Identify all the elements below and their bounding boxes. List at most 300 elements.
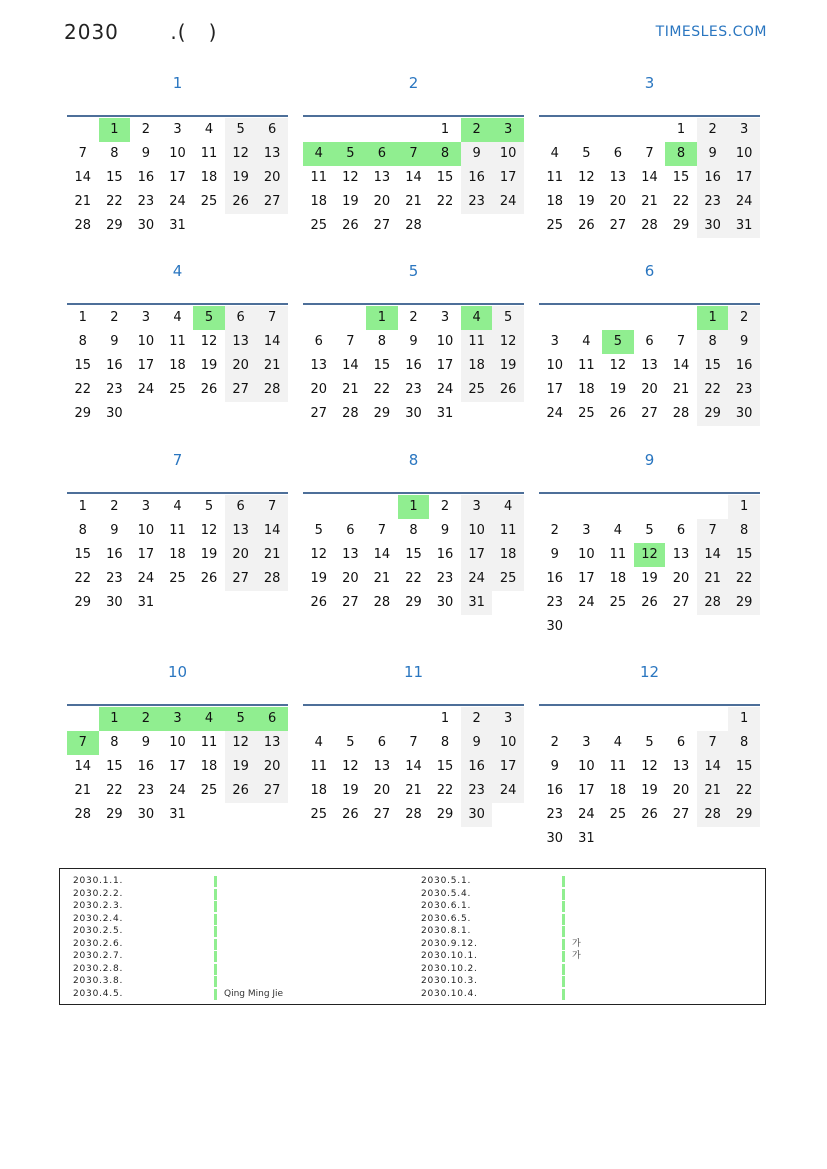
day-cell[interactable]: 15 xyxy=(436,170,454,185)
day-cell[interactable]: 16 xyxy=(106,547,123,562)
day-cell[interactable]: 14 xyxy=(672,358,690,373)
day-cell[interactable]: 4 xyxy=(613,523,623,538)
day-cell[interactable]: 11 xyxy=(492,519,524,543)
day-cell[interactable]: 6 xyxy=(314,334,323,349)
day-cell[interactable]: 3 xyxy=(582,735,591,750)
day-cell[interactable]: 3 xyxy=(582,523,591,538)
day-cell[interactable]: 23 xyxy=(106,571,123,586)
day-cell[interactable]: 31 xyxy=(169,218,186,233)
day-cell[interactable]: 1 xyxy=(78,310,87,325)
day-cell[interactable]: 23 xyxy=(728,378,760,402)
day-cell[interactable]: 23 xyxy=(106,382,123,397)
day-cell[interactable]: 28 xyxy=(405,218,422,233)
day-cell[interactable]: 13 xyxy=(641,358,658,373)
day-cell[interactable]: 8 xyxy=(697,330,729,354)
day-cell[interactable]: 20 xyxy=(373,783,391,798)
day-cell[interactable]: 7 xyxy=(697,519,729,543)
day-cell[interactable]: 20 xyxy=(225,354,257,378)
day-cell[interactable]: 11 xyxy=(200,146,218,161)
day-cell[interactable]: 27 xyxy=(609,218,627,233)
day-cell[interactable]: 8 xyxy=(728,519,760,543)
day-cell[interactable]: 3 xyxy=(728,118,760,142)
day-cell[interactable]: 21 xyxy=(74,194,92,209)
day-cell[interactable]: 17 xyxy=(546,382,564,397)
day-cell[interactable]: 7 xyxy=(256,495,288,519)
day-cell[interactable]: 13 xyxy=(373,759,391,774)
day-cell[interactable]: 8 xyxy=(429,142,461,166)
day-cell[interactable]: 22 xyxy=(106,783,123,798)
day-cell[interactable]: 30 xyxy=(697,214,729,238)
day-cell[interactable]: 27 xyxy=(310,406,328,421)
day-cell[interactable]: 4 xyxy=(204,122,214,137)
day-cell[interactable]: 26 xyxy=(342,807,359,822)
day-cell[interactable]: 18 xyxy=(492,543,524,567)
day-cell[interactable]: 31 xyxy=(169,807,186,822)
day-cell[interactable]: 17 xyxy=(492,166,524,190)
day-cell[interactable]: 26 xyxy=(609,406,627,421)
day-cell[interactable]: 29 xyxy=(74,595,92,610)
day-cell[interactable]: 15 xyxy=(373,358,391,373)
day-cell[interactable]: 10 xyxy=(169,146,186,161)
day-cell[interactable]: 5 xyxy=(602,330,634,354)
day-cell[interactable]: 14 xyxy=(405,759,422,774)
day-cell[interactable]: 7 xyxy=(346,334,355,349)
day-cell[interactable]: 5 xyxy=(204,499,214,514)
day-cell[interactable]: 10 xyxy=(169,735,186,750)
day-cell[interactable]: 22 xyxy=(106,194,123,209)
day-cell[interactable]: 15 xyxy=(697,354,729,378)
day-cell[interactable]: 30 xyxy=(436,595,454,610)
day-cell[interactable]: 5 xyxy=(225,707,257,731)
day-cell[interactable]: 4 xyxy=(613,735,623,750)
day-cell[interactable]: 21 xyxy=(697,567,729,591)
site-logo[interactable]: TIMESLES.COM xyxy=(655,24,767,40)
day-cell[interactable]: 18 xyxy=(310,194,328,209)
day-cell[interactable]: 20 xyxy=(310,382,328,397)
day-cell[interactable]: 27 xyxy=(256,779,288,803)
day-cell[interactable]: 21 xyxy=(373,571,391,586)
day-cell[interactable]: 21 xyxy=(342,382,359,397)
day-cell[interactable]: 24 xyxy=(492,190,524,214)
day-cell[interactable]: 13 xyxy=(672,759,690,774)
day-cell[interactable]: 9 xyxy=(461,731,493,755)
day-cell[interactable]: 13 xyxy=(225,519,257,543)
day-cell[interactable]: 11 xyxy=(461,330,493,354)
day-cell[interactable]: 12 xyxy=(634,543,666,567)
day-cell[interactable]: 9 xyxy=(697,142,729,166)
day-cell[interactable]: 6 xyxy=(256,118,288,142)
day-cell[interactable]: 24 xyxy=(578,595,595,610)
day-cell[interactable]: 20 xyxy=(342,571,359,586)
day-cell[interactable]: 8 xyxy=(665,142,697,166)
day-cell[interactable]: 18 xyxy=(200,759,218,774)
day-cell[interactable]: 26 xyxy=(492,378,524,402)
day-cell[interactable]: 20 xyxy=(256,166,288,190)
day-cell[interactable]: 10 xyxy=(578,759,595,774)
day-cell[interactable]: 27 xyxy=(342,595,359,610)
day-cell[interactable]: 22 xyxy=(697,378,729,402)
day-cell[interactable]: 27 xyxy=(225,378,257,402)
day-cell[interactable]: 23 xyxy=(546,595,564,610)
day-cell[interactable]: 27 xyxy=(373,807,391,822)
day-cell[interactable]: 26 xyxy=(578,218,595,233)
day-cell[interactable]: 9 xyxy=(141,735,151,750)
day-cell[interactable]: 11 xyxy=(578,358,595,373)
day-cell[interactable]: 5 xyxy=(492,306,524,330)
day-cell[interactable]: 27 xyxy=(225,567,257,591)
day-cell[interactable]: 31 xyxy=(461,591,493,615)
day-cell[interactable]: 12 xyxy=(225,731,257,755)
day-cell[interactable]: 27 xyxy=(672,595,690,610)
day-cell[interactable]: 28 xyxy=(256,378,288,402)
day-cell[interactable]: 23 xyxy=(137,783,155,798)
day-cell[interactable]: 12 xyxy=(342,170,359,185)
day-cell[interactable]: 23 xyxy=(137,194,155,209)
day-cell[interactable]: 27 xyxy=(641,406,658,421)
day-cell[interactable]: 8 xyxy=(728,731,760,755)
day-cell[interactable]: 25 xyxy=(546,218,564,233)
day-cell[interactable]: 13 xyxy=(342,547,359,562)
day-cell[interactable]: 11 xyxy=(200,735,218,750)
day-cell[interactable]: 12 xyxy=(200,334,218,349)
day-cell[interactable]: 2 xyxy=(110,499,119,514)
day-cell[interactable]: 25 xyxy=(200,194,218,209)
day-cell[interactable]: 15 xyxy=(728,543,760,567)
day-cell[interactable]: 4 xyxy=(193,707,225,731)
day-cell[interactable]: 15 xyxy=(405,547,422,562)
day-cell[interactable]: 15 xyxy=(436,759,454,774)
day-cell[interactable]: 2 xyxy=(550,523,559,538)
day-cell[interactable]: 3 xyxy=(162,707,194,731)
day-cell[interactable]: 4 xyxy=(461,306,493,330)
day-cell[interactable]: 22 xyxy=(728,567,760,591)
day-cell[interactable]: 26 xyxy=(310,595,328,610)
day-cell[interactable]: 1 xyxy=(676,122,686,137)
day-cell[interactable]: 22 xyxy=(373,382,391,397)
day-cell[interactable]: 7 xyxy=(377,523,387,538)
day-cell[interactable]: 22 xyxy=(74,382,92,397)
day-cell[interactable]: 17 xyxy=(728,166,760,190)
day-cell[interactable]: 2 xyxy=(130,707,162,731)
day-cell[interactable]: 15 xyxy=(672,170,690,185)
day-cell[interactable]: 7 xyxy=(256,306,288,330)
day-cell[interactable]: 29 xyxy=(373,406,391,421)
day-cell[interactable]: 10 xyxy=(546,358,564,373)
day-cell[interactable]: 7 xyxy=(67,731,99,755)
day-cell[interactable]: 17 xyxy=(137,547,155,562)
day-cell[interactable]: 17 xyxy=(461,543,493,567)
day-cell[interactable]: 30 xyxy=(546,831,564,846)
day-cell[interactable]: 31 xyxy=(578,831,595,846)
day-cell[interactable]: 17 xyxy=(169,759,186,774)
day-cell[interactable]: 6 xyxy=(377,735,387,750)
day-cell[interactable]: 1 xyxy=(78,499,87,514)
day-cell[interactable]: 24 xyxy=(578,807,595,822)
day-cell[interactable]: 10 xyxy=(137,334,155,349)
day-cell[interactable]: 26 xyxy=(342,218,359,233)
day-cell[interactable]: 30 xyxy=(106,595,123,610)
day-cell[interactable]: 20 xyxy=(256,755,288,779)
day-cell[interactable]: 6 xyxy=(645,334,654,349)
day-cell[interactable]: 2 xyxy=(550,735,559,750)
day-cell[interactable]: 28 xyxy=(697,591,729,615)
day-cell[interactable]: 10 xyxy=(578,547,595,562)
day-cell[interactable]: 19 xyxy=(225,755,257,779)
day-cell[interactable]: 8 xyxy=(440,735,450,750)
day-cell[interactable]: 24 xyxy=(728,190,760,214)
day-cell[interactable]: 12 xyxy=(342,759,359,774)
day-cell[interactable]: 24 xyxy=(137,571,155,586)
day-cell[interactable]: 3 xyxy=(550,334,559,349)
day-cell[interactable]: 24 xyxy=(492,779,524,803)
day-cell[interactable]: 16 xyxy=(137,170,155,185)
day-cell[interactable]: 31 xyxy=(728,214,760,238)
day-cell[interactable]: 14 xyxy=(256,330,288,354)
day-cell[interactable]: 3 xyxy=(440,310,450,325)
day-cell[interactable]: 24 xyxy=(546,406,564,421)
day-cell[interactable]: 1 xyxy=(366,306,398,330)
day-cell[interactable]: 30 xyxy=(546,619,564,634)
day-cell[interactable]: 28 xyxy=(74,218,92,233)
day-cell[interactable]: 16 xyxy=(436,547,454,562)
day-cell[interactable]: 1 xyxy=(728,707,760,731)
day-cell[interactable]: 29 xyxy=(672,218,690,233)
day-cell[interactable]: 25 xyxy=(200,783,218,798)
day-cell[interactable]: 26 xyxy=(200,382,218,397)
day-cell[interactable]: 12 xyxy=(492,330,524,354)
day-cell[interactable]: 28 xyxy=(697,803,729,827)
day-cell[interactable]: 25 xyxy=(578,406,595,421)
day-cell[interactable]: 20 xyxy=(672,571,690,586)
day-cell[interactable]: 13 xyxy=(225,330,257,354)
day-cell[interactable]: 9 xyxy=(550,547,559,562)
day-cell[interactable]: 9 xyxy=(550,759,559,774)
day-cell[interactable]: 28 xyxy=(405,807,422,822)
day-cell[interactable]: 10 xyxy=(492,731,524,755)
day-cell[interactable]: 19 xyxy=(342,194,359,209)
day-cell[interactable]: 19 xyxy=(609,382,627,397)
day-cell[interactable]: 29 xyxy=(436,807,454,822)
day-cell[interactable]: 18 xyxy=(169,358,186,373)
day-cell[interactable]: 1 xyxy=(697,306,729,330)
day-cell[interactable]: 18 xyxy=(546,194,564,209)
day-cell[interactable]: 1 xyxy=(398,495,430,519)
day-cell[interactable]: 19 xyxy=(492,354,524,378)
day-cell[interactable]: 12 xyxy=(641,759,658,774)
day-cell[interactable]: 1 xyxy=(99,707,131,731)
day-cell[interactable]: 20 xyxy=(373,194,391,209)
day-cell[interactable]: 7 xyxy=(645,146,654,161)
day-cell[interactable]: 8 xyxy=(78,334,87,349)
day-cell[interactable]: 29 xyxy=(405,595,422,610)
day-cell[interactable]: 18 xyxy=(310,783,328,798)
day-cell[interactable]: 6 xyxy=(366,142,398,166)
day-cell[interactable]: 4 xyxy=(173,499,182,514)
day-cell[interactable]: 16 xyxy=(546,783,564,798)
day-cell[interactable]: 10 xyxy=(436,334,454,349)
day-cell[interactable]: 15 xyxy=(728,755,760,779)
day-cell[interactable]: 15 xyxy=(74,358,92,373)
day-cell[interactable]: 17 xyxy=(578,571,595,586)
day-cell[interactable]: 11 xyxy=(546,170,564,185)
day-cell[interactable]: 11 xyxy=(609,759,627,774)
day-cell[interactable]: 19 xyxy=(641,571,658,586)
day-cell[interactable]: 19 xyxy=(310,571,328,586)
day-cell[interactable]: 10 xyxy=(137,523,155,538)
day-cell[interactable]: 9 xyxy=(461,142,493,166)
day-cell[interactable]: 28 xyxy=(74,807,92,822)
day-cell[interactable]: 20 xyxy=(672,783,690,798)
day-cell[interactable]: 17 xyxy=(436,358,454,373)
day-cell[interactable]: 9 xyxy=(110,334,119,349)
day-cell[interactable]: 11 xyxy=(310,170,328,185)
day-cell[interactable]: 4 xyxy=(303,142,335,166)
day-cell[interactable]: 16 xyxy=(405,358,422,373)
day-cell[interactable]: 5 xyxy=(314,523,323,538)
day-cell[interactable]: 13 xyxy=(373,170,391,185)
day-cell[interactable]: 30 xyxy=(405,406,422,421)
day-cell[interactable]: 7 xyxy=(78,146,87,161)
day-cell[interactable]: 3 xyxy=(461,495,493,519)
day-cell[interactable]: 30 xyxy=(137,807,155,822)
day-cell[interactable]: 6 xyxy=(225,306,257,330)
day-cell[interactable]: 23 xyxy=(461,779,493,803)
day-cell[interactable]: 9 xyxy=(110,523,119,538)
day-cell[interactable]: 9 xyxy=(440,523,450,538)
day-cell[interactable]: 12 xyxy=(225,142,257,166)
day-cell[interactable]: 15 xyxy=(106,759,123,774)
day-cell[interactable]: 20 xyxy=(225,543,257,567)
day-cell[interactable]: 8 xyxy=(377,334,387,349)
day-cell[interactable]: 14 xyxy=(697,543,729,567)
day-cell[interactable]: 14 xyxy=(697,755,729,779)
day-cell[interactable]: 9 xyxy=(728,330,760,354)
day-cell[interactable]: 18 xyxy=(169,547,186,562)
day-cell[interactable]: 13 xyxy=(672,547,690,562)
day-cell[interactable]: 11 xyxy=(169,523,186,538)
day-cell[interactable]: 29 xyxy=(697,402,729,426)
day-cell[interactable]: 4 xyxy=(582,334,591,349)
day-cell[interactable]: 24 xyxy=(461,567,493,591)
day-cell[interactable]: 24 xyxy=(436,382,454,397)
day-cell[interactable]: 3 xyxy=(141,499,151,514)
day-cell[interactable]: 7 xyxy=(676,334,686,349)
day-cell[interactable]: 25 xyxy=(609,595,627,610)
day-cell[interactable]: 18 xyxy=(609,783,627,798)
day-cell[interactable]: 26 xyxy=(641,807,658,822)
day-cell[interactable]: 10 xyxy=(461,519,493,543)
day-cell[interactable]: 2 xyxy=(728,306,760,330)
day-cell[interactable]: 4 xyxy=(173,310,182,325)
day-cell[interactable]: 29 xyxy=(74,406,92,421)
day-cell[interactable]: 13 xyxy=(609,170,627,185)
day-cell[interactable]: 31 xyxy=(436,406,454,421)
day-cell[interactable]: 8 xyxy=(78,523,87,538)
day-cell[interactable]: 21 xyxy=(256,354,288,378)
day-cell[interactable]: 23 xyxy=(405,382,422,397)
day-cell[interactable]: 13 xyxy=(310,358,328,373)
day-cell[interactable]: 25 xyxy=(461,378,493,402)
day-cell[interactable]: 23 xyxy=(546,807,564,822)
day-cell[interactable]: 2 xyxy=(110,310,119,325)
day-cell[interactable]: 28 xyxy=(672,406,690,421)
day-cell[interactable]: 21 xyxy=(405,783,422,798)
day-cell[interactable]: 7 xyxy=(697,731,729,755)
day-cell[interactable]: 14 xyxy=(405,170,422,185)
day-cell[interactable]: 2 xyxy=(697,118,729,142)
day-cell[interactable]: 5 xyxy=(193,306,225,330)
day-cell[interactable]: 12 xyxy=(578,170,595,185)
day-cell[interactable]: 10 xyxy=(728,142,760,166)
day-cell[interactable]: 29 xyxy=(728,591,760,615)
day-cell[interactable]: 14 xyxy=(74,170,92,185)
day-cell[interactable]: 24 xyxy=(137,382,155,397)
day-cell[interactable]: 28 xyxy=(342,406,359,421)
day-cell[interactable]: 15 xyxy=(106,170,123,185)
day-cell[interactable]: 21 xyxy=(641,194,658,209)
day-cell[interactable]: 17 xyxy=(492,755,524,779)
day-cell[interactable]: 22 xyxy=(405,571,422,586)
day-cell[interactable]: 2 xyxy=(440,499,450,514)
day-cell[interactable]: 26 xyxy=(200,571,218,586)
day-cell[interactable]: 30 xyxy=(728,402,760,426)
day-cell[interactable]: 19 xyxy=(578,194,595,209)
day-cell[interactable]: 13 xyxy=(256,731,288,755)
day-cell[interactable]: 16 xyxy=(461,755,493,779)
day-cell[interactable]: 4 xyxy=(314,735,323,750)
day-cell[interactable]: 1 xyxy=(440,711,450,726)
day-cell[interactable]: 22 xyxy=(74,571,92,586)
day-cell[interactable]: 24 xyxy=(169,783,186,798)
day-cell[interactable]: 16 xyxy=(728,354,760,378)
day-cell[interactable]: 1 xyxy=(440,122,450,137)
day-cell[interactable]: 17 xyxy=(578,783,595,798)
day-cell[interactable]: 7 xyxy=(409,735,418,750)
day-cell[interactable]: 22 xyxy=(672,194,690,209)
day-cell[interactable]: 5 xyxy=(346,735,355,750)
day-cell[interactable]: 29 xyxy=(728,803,760,827)
day-cell[interactable]: 28 xyxy=(373,595,391,610)
day-cell[interactable]: 6 xyxy=(676,735,686,750)
day-cell[interactable]: 16 xyxy=(137,759,155,774)
day-cell[interactable]: 23 xyxy=(461,190,493,214)
day-cell[interactable]: 23 xyxy=(436,571,454,586)
day-cell[interactable]: 27 xyxy=(256,190,288,214)
day-cell[interactable]: 4 xyxy=(492,495,524,519)
day-cell[interactable]: 30 xyxy=(137,218,155,233)
day-cell[interactable]: 21 xyxy=(405,194,422,209)
day-cell[interactable]: 16 xyxy=(461,166,493,190)
day-cell[interactable]: 26 xyxy=(225,190,257,214)
day-cell[interactable]: 24 xyxy=(169,194,186,209)
day-cell[interactable]: 9 xyxy=(409,334,418,349)
day-cell[interactable]: 13 xyxy=(256,142,288,166)
day-cell[interactable]: 3 xyxy=(492,118,524,142)
day-cell[interactable]: 3 xyxy=(173,122,182,137)
day-cell[interactable]: 1 xyxy=(728,495,760,519)
day-cell[interactable]: 1 xyxy=(99,118,131,142)
day-cell[interactable]: 20 xyxy=(641,382,658,397)
day-cell[interactable]: 11 xyxy=(169,334,186,349)
day-cell[interactable]: 20 xyxy=(609,194,627,209)
day-cell[interactable]: 6 xyxy=(613,146,623,161)
day-cell[interactable]: 9 xyxy=(141,146,151,161)
day-cell[interactable]: 16 xyxy=(106,358,123,373)
day-cell[interactable]: 2 xyxy=(461,118,493,142)
day-cell[interactable]: 15 xyxy=(74,547,92,562)
day-cell[interactable]: 19 xyxy=(641,783,658,798)
day-cell[interactable]: 8 xyxy=(110,735,119,750)
